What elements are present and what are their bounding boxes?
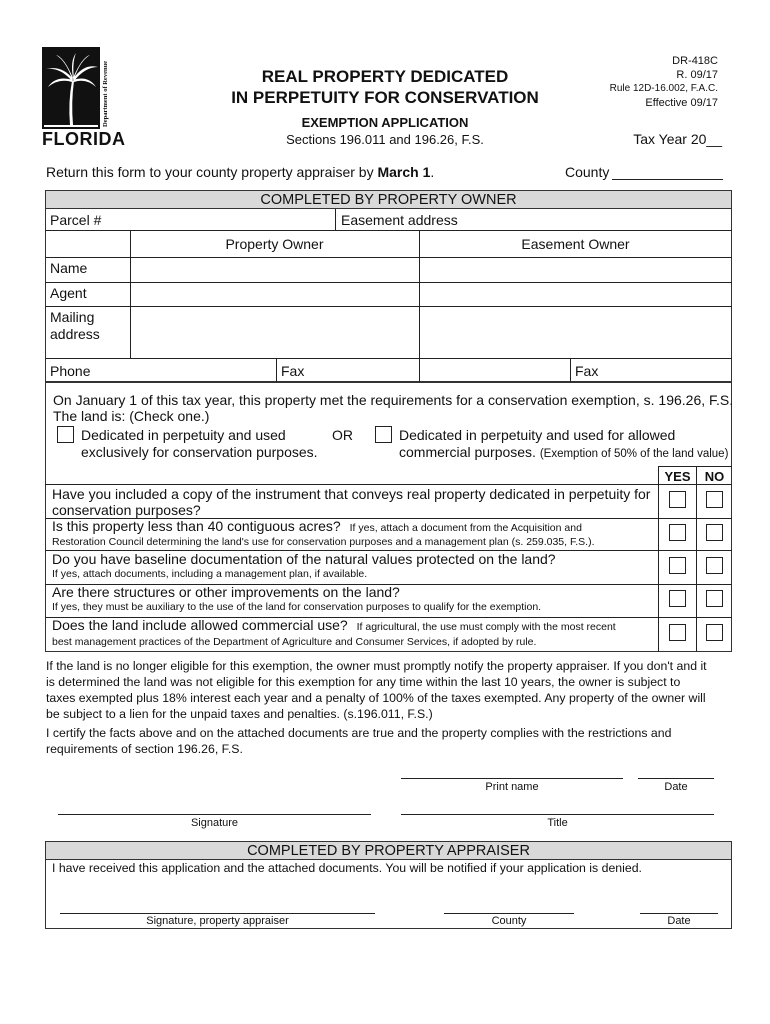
q3-no-checkbox[interactable] [706, 557, 723, 574]
q2-no-checkbox[interactable] [706, 524, 723, 541]
appraiser-county-label: County [491, 915, 527, 927]
certification-statement: I certify the facts above and on the attached documents are true and the property complies with the restrictions and requirements of section 196.26, F.S. [46, 726, 672, 756]
county-label: County [565, 164, 610, 180]
statute-sections: Sections 196.011 and 196.26, F.S. [286, 132, 484, 147]
question-commercial-use: Does the land include allowed commercial use? If agricultural, the use must comply with the most recent best management practices of the Department of Agriculture and Consumer Services, if adopted by rule. [52, 617, 616, 648]
question-baseline-documentation: Do you have baseline documentation of the natural values protected on the land? If yes, attach documents, including a management plan, if available. [52, 551, 556, 580]
no-header: NO [704, 469, 725, 484]
appraiser-statement: I have received this application and the attached documents. You will be notified if your application is denied. [52, 861, 642, 875]
appraiser-date-line[interactable] [640, 913, 718, 914]
q4-no-checkbox[interactable] [706, 590, 723, 607]
form-revision: R. 09/17 [676, 69, 718, 81]
yes-header: YES [664, 469, 691, 484]
owner-signature-line[interactable] [58, 814, 371, 815]
question-acreage: Is this property less than 40 contiguous acres? If yes, attach a document from the Acquisition and Restoration Council determining the land's use for conservation purposes and a management plan (s. 259.035, F.S.). [52, 518, 595, 548]
q4-yes-checkbox[interactable] [669, 590, 686, 607]
print-name-label: Print name [485, 781, 539, 793]
tax-year-field[interactable]: Tax Year 20__ [633, 131, 722, 147]
q5-yes-checkbox[interactable] [669, 624, 686, 641]
q2-yes-checkbox[interactable] [669, 524, 686, 541]
q1-no-checkbox[interactable] [706, 491, 723, 508]
parcel-input[interactable] [110, 211, 330, 229]
title-label: Title [547, 817, 568, 829]
q5-no-checkbox[interactable] [706, 624, 723, 641]
phone-label: Phone [50, 363, 91, 379]
logo-florida-word: FLORIDA [42, 129, 126, 149]
easement-address-input[interactable] [462, 211, 727, 229]
appraiser-section-title: COMPLETED BY PROPERTY APPRAISER [45, 841, 732, 860]
easement-fax-label: Fax [575, 363, 599, 379]
return-instruction: Return this form to your county property appraiser by March 1. [46, 164, 435, 180]
property-owner-header: Property Owner [225, 236, 324, 252]
name-label: Name [50, 260, 88, 276]
appraiser-date-label: Date [667, 915, 691, 927]
option-exclusive-conservation-checkbox[interactable] [57, 426, 74, 443]
appraiser-signature-label: Signature, property appraiser [146, 915, 289, 927]
option-commercial-label: Dedicated in perpetuity and used for allowed commercial purposes. (Exemption of 50% of the land value) [399, 427, 729, 460]
print-name-line[interactable] [401, 778, 623, 779]
requirements-intro: On January 1 of this tax year, this property met the requirements for a conservation exemption, s. 196.26, F.S. The land is: (Check one.) [53, 392, 734, 424]
option-commercial-checkbox[interactable] [375, 426, 392, 443]
owner-mailing-input[interactable] [132, 308, 417, 357]
owner-title-line[interactable] [401, 814, 714, 815]
parcel-label: Parcel # [50, 212, 102, 228]
svg-text:Department of Revenue: Department of Revenue [102, 60, 109, 127]
question-structures: Are there structures or other improvements on the land? If yes, they must be auxiliary to the use of the land for conservation purposes to qualify for the exemption. [52, 584, 542, 613]
owner-name-input[interactable] [132, 259, 417, 281]
agent-label: Agent [50, 285, 87, 301]
exemption-note: (Exemption of 50% of the land value) [539, 448, 729, 460]
q3-yes-checkbox[interactable] [669, 557, 686, 574]
q1-yes-checkbox[interactable] [669, 491, 686, 508]
form-subtitle: EXEMPTION APPLICATION [301, 115, 469, 130]
owner-section-title: COMPLETED BY PROPERTY OWNER [45, 190, 732, 209]
mailing-address-label: Mailing address [50, 309, 100, 342]
option-exclusive-conservation-label: Dedicated in perpetuity and used exclusively for conservation purposes. [81, 427, 318, 460]
form-rule: Rule 12D-16.002, F.A.C. [609, 83, 718, 94]
form-meta [610, 54, 718, 110]
form-title: REAL PROPERTY DEDICATED IN PERPETUITY FOR CONSERVATION [231, 67, 539, 107]
easement-address-label: Easement address [341, 212, 458, 228]
easement-owner-name-input[interactable] [421, 259, 730, 281]
florida-dor-logo [42, 47, 126, 151]
appraiser-county-line[interactable] [444, 913, 574, 914]
appraiser-signature-line[interactable] [60, 913, 375, 914]
signature-label: Signature [190, 817, 239, 829]
eligibility-notice: If the land is no longer eligible for this exemption, the owner must promptly notify the property appraiser. If you don't and it is determined the land was not eligible for this exemption for any time within the last 10 years, the owner is subject to taxes exempted plus 18% interest each year and a penalty of 100% of the taxes exempted. Any property of the owner will be subject to a lien for the unpaid taxes and penalties. (s.196.011, F.S.) [46, 659, 707, 721]
owner-date-line[interactable] [638, 778, 714, 779]
form-id: DR-418C [672, 55, 718, 67]
owner-agent-input[interactable] [132, 284, 417, 305]
owner-fax-label: Fax [281, 363, 305, 379]
easement-agent-input[interactable] [421, 284, 730, 305]
form-effective: Effective 09/17 [645, 97, 718, 109]
or-label: OR [332, 427, 353, 443]
easement-mailing-input[interactable] [421, 308, 730, 357]
question-instrument-copy: Have you included a copy of the instrument that conveys real property dedicated in perpetuity for conservation purposes? [52, 486, 651, 518]
county-input-line[interactable] [612, 179, 723, 180]
easement-owner-header: Easement Owner [521, 236, 630, 252]
owner-date-label: Date [664, 781, 688, 793]
